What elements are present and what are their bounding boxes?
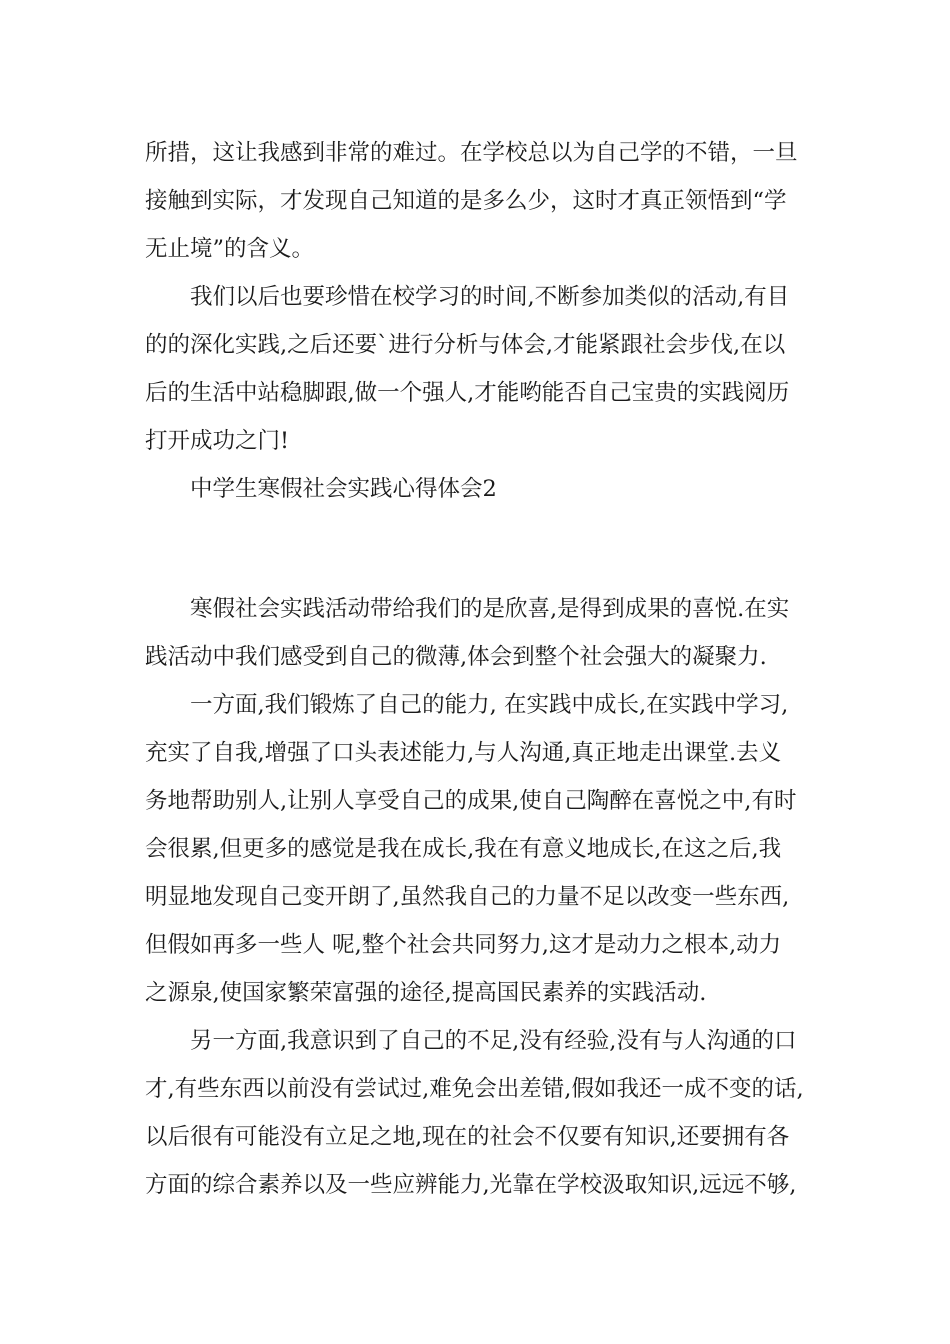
- text-line: 但假如再多一些人 呢,整个社会共同努力,这才是动力之根本,动力: [145, 932, 782, 958]
- text-line: 践活动中我们感受到自己的微薄,体会到整个社会强大的凝聚力.: [145, 644, 767, 670]
- spacer: [145, 513, 810, 585]
- paragraph-2: [145, 273, 810, 465]
- paragraph-1: [145, 129, 810, 273]
- text-line: 务地帮助别人,让别人享受自己的成果,使自己陶醉在喜悦之中,有时: [145, 788, 797, 814]
- text-line: 充实了自我,增强了口头表述能力,与人沟通,真正地走出课堂.去义: [145, 740, 782, 766]
- paragraph-3: [145, 585, 810, 681]
- text-line: 一方面,我们锻炼了自己的能力, 在实践中成长,在实践中学习,: [190, 692, 789, 718]
- text-line: 另一方面,我意识到了自己的不足,没有经验,没有与人沟通的口: [190, 1028, 797, 1054]
- document-body: [145, 129, 810, 1209]
- text-line: 所措，这让我感到非常的难过。在学校总以为自己学的不错，一旦: [145, 140, 798, 166]
- text-line: 后的生活中站稳脚跟,做一个强人,才能哟能否自己宝贵的实践阅历: [145, 380, 790, 406]
- section-heading: 中学生寒假社会实践心得体会2: [190, 476, 497, 502]
- text-line: 我们以后也要珍惜在校学习的时间,不断参加类似的活动,有目: [190, 284, 790, 310]
- text-line: 的的深化实践,之后还要`进行分析与体会,才能紧跟社会步伐,在以: [145, 332, 786, 358]
- text-line: 打开成功之门!: [145, 428, 290, 454]
- text-line: 会很累,但更多的感觉是我在成长,我在有意义地成长,在这之后,我: [145, 836, 782, 862]
- text-line: 无止境”的含义。: [145, 236, 315, 262]
- text-line: 方面的综合素养以及一些应辨能力,光靠在学校汲取知识,远远不够,: [145, 1172, 797, 1198]
- text-line: 之源泉,使国家繁荣富强的途径,提高国民素养的实践活动.: [145, 980, 707, 1006]
- text-line: 以后很有可能没有立足之地,现在的社会不仅要有知识,还要拥有各: [145, 1124, 790, 1150]
- paragraph-4: [145, 681, 810, 1017]
- text-line: 才,有些东西以前没有尝试过,难免会出差错,假如我还一成不变的话,: [145, 1076, 804, 1102]
- text-line: 明显地发现自己变开朗了,虽然我自己的力量不足以改变一些东西,: [145, 884, 790, 910]
- text-line: 寒假社会实践活动带给我们的是欣喜,是得到成果的喜悦.在实: [190, 596, 790, 622]
- text-line: 接触到实际，才发现自己知道的是多么少，这时才真正领悟到“学: [145, 188, 787, 214]
- paragraph-5: [145, 1017, 810, 1209]
